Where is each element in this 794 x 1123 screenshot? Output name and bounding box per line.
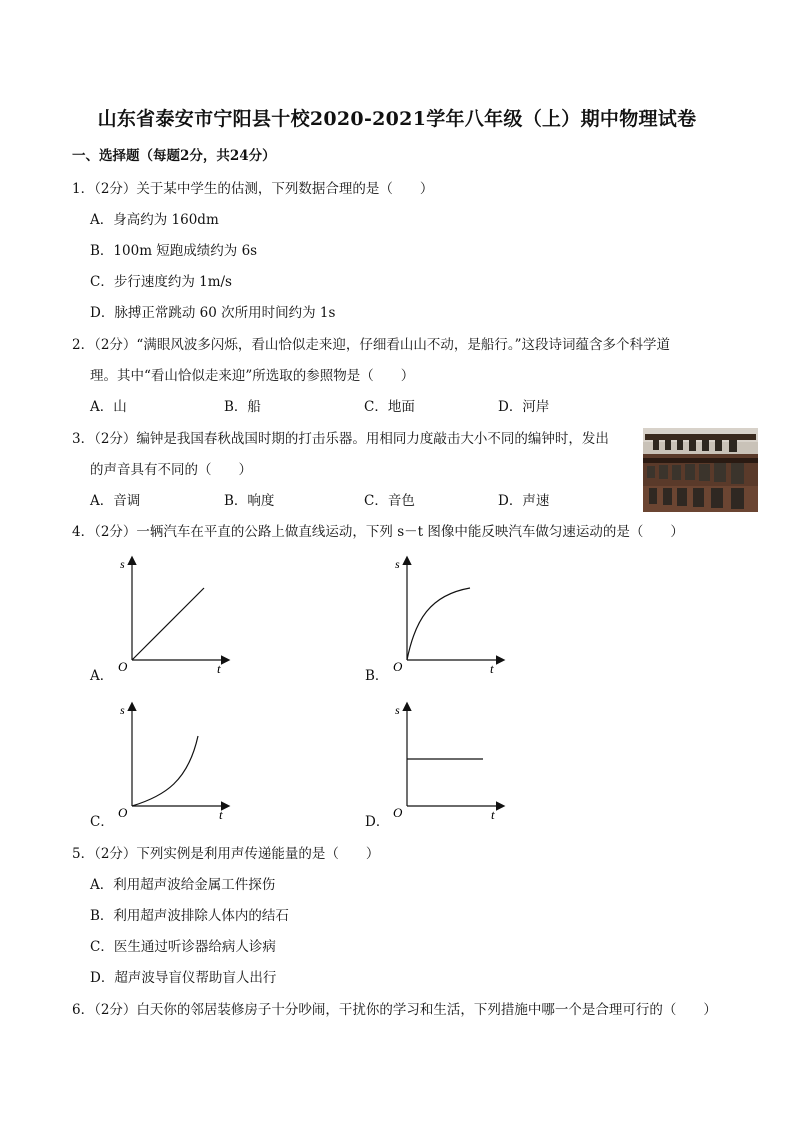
q5-option-a: A．利用超声波给金属工件探伤 xyxy=(90,877,276,893)
origin-label: O xyxy=(393,659,403,674)
q5-option-d: D．超声波导盲仪帮助盲人出行 xyxy=(90,970,277,986)
axis-s-label: s xyxy=(120,703,125,717)
q5-option-c: C．医生通过听诊器给病人诊病 xyxy=(90,939,276,955)
q3-option-a: A．音调 xyxy=(90,493,141,509)
question-4: 4．（2分）一辆汽车在平直的公路上做直线运动，下列 s－t 图像中能反映汽车做匀速运动的是（ ） xyxy=(72,524,684,540)
origin-label: O xyxy=(118,659,128,674)
axis-t-label: t xyxy=(490,661,494,675)
origin-label: O xyxy=(393,805,403,820)
question-2-line1: 2．（2分）“满眼风波多闪烁，看山恰似走来迎，仔细看山山不动，是船行。”这段诗词蕴含多个科学道 xyxy=(72,337,670,353)
q4-option-a-label: A． xyxy=(90,668,114,684)
q1-option-c: C．步行速度约为 1m/s xyxy=(90,274,232,290)
axis-t-label: t xyxy=(217,661,221,675)
q4-graph-c xyxy=(110,696,240,821)
question-3-line2: 的声音具有不同的（ ） xyxy=(90,462,252,478)
question-2-line2: 理。其中“看山恰似走来迎”所选取的参照物是（ ） xyxy=(90,368,415,384)
q2-option-c: C．地面 xyxy=(364,399,415,415)
page-title: 山东省泰安市宁阳县十校2020-2021学年八年级（上）期中物理试卷 xyxy=(97,108,697,130)
origin-label: O xyxy=(118,805,128,820)
axis-s-label: s xyxy=(395,557,400,571)
q4-option-b-label: B． xyxy=(365,668,389,684)
q3-option-b: B．响度 xyxy=(224,493,275,509)
q5-option-b: B．利用超声波排除人体内的结石 xyxy=(90,908,289,924)
question-5: 5．（2分）下列实例是利用声传递能量的是（ ） xyxy=(72,846,380,862)
axis-t-label: t xyxy=(491,807,495,821)
axis-s-label: s xyxy=(120,557,125,571)
question-6: 6．（2分）白天你的邻居装修房子十分吵闹，干扰你的学习和生活，下列措施中哪一个是合理可行的（ ） xyxy=(72,1002,717,1018)
question-1: 1．（2分）关于某中学生的估测，下列数据合理的是（ ） xyxy=(72,181,434,197)
q1-option-d: D．脉搏正常跳动 60 次所用时间约为 1s xyxy=(90,305,336,321)
q1-option-a: A．身高约为 160dm xyxy=(90,212,219,228)
q2-option-b: B．船 xyxy=(224,399,261,415)
q2-option-a: A．山 xyxy=(90,399,127,415)
q4-graph-b xyxy=(385,550,515,675)
axis-s-label: s xyxy=(395,703,400,717)
q4-option-c-label: C． xyxy=(90,814,114,830)
section-heading: 一、选择题（每题2分，共24分） xyxy=(72,148,276,164)
q2-option-d: D．河岸 xyxy=(498,399,550,415)
q4-option-d-label: D． xyxy=(365,814,390,830)
q4-graph-a xyxy=(110,550,240,675)
q1-option-b: B．100m 短跑成绩约为 6s xyxy=(90,243,258,259)
q3-option-c: C．音色 xyxy=(364,493,415,509)
bianzhong-bells-image xyxy=(643,428,758,512)
axis-t-label: t xyxy=(219,807,223,821)
q4-graph-d xyxy=(385,696,515,821)
question-3-line1: 3．（2分）编钟是我国春秋战国时期的打击乐器。用相同力度敲击大小不同的编钟时，发出 xyxy=(72,431,609,447)
q3-option-d: D．声速 xyxy=(498,493,550,509)
